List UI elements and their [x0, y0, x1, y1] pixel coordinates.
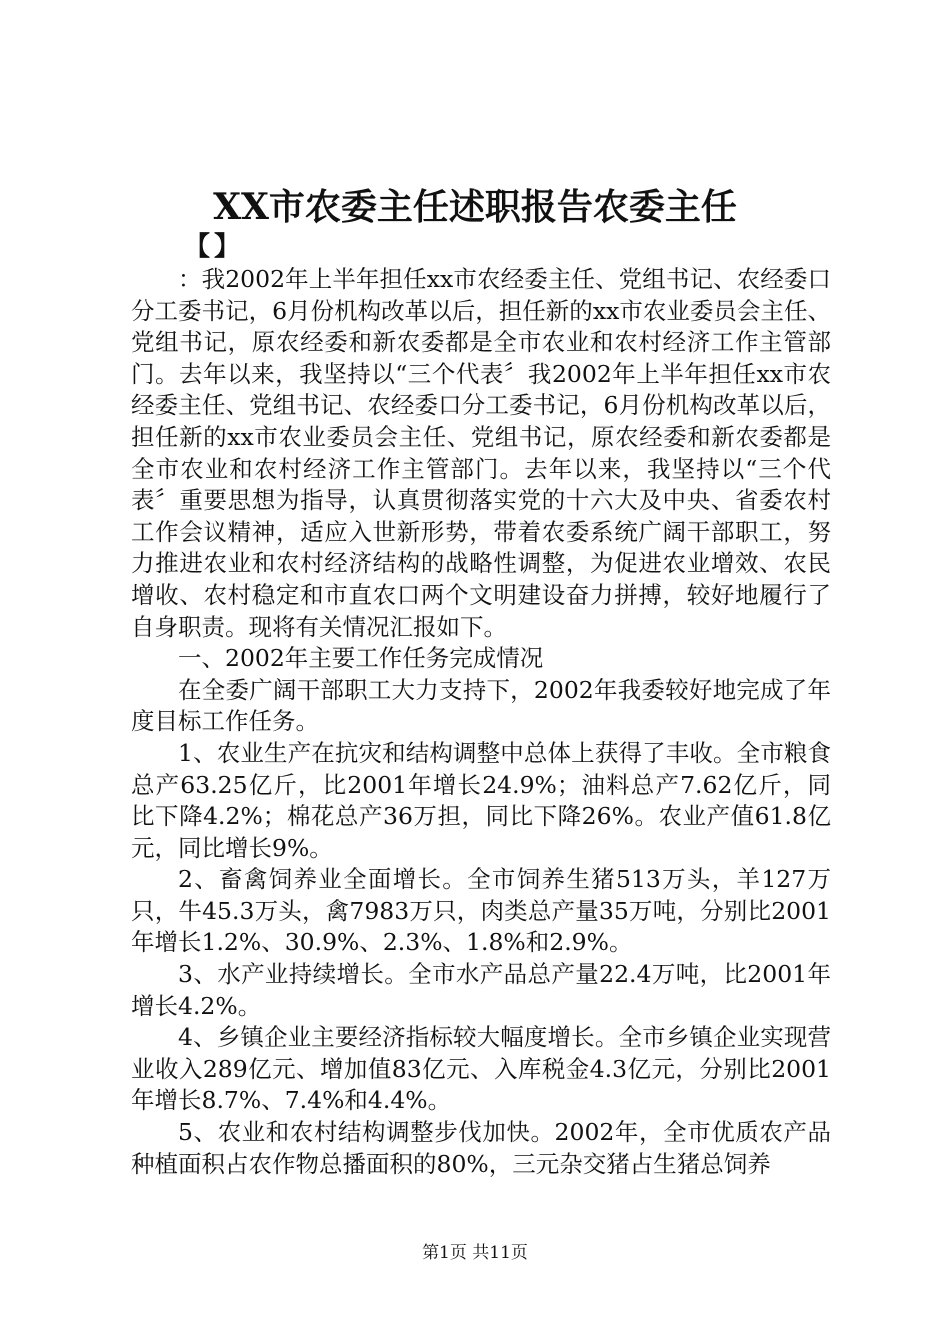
body-paragraph: 3、水产业持续增长。全市水产品总产量22.4万吨，比2001年增长4.2%。 — [131, 960, 831, 1020]
title-bracket: 【】 — [184, 232, 245, 262]
body-paragraph: ：我2002年上半年担任xx市农经委主任、党组书记、农经委口分工委书记，6月份机构改革以后，担任新的xx市农业委员会主任、党组书记，原农经委和新农委都是全市农业和农村经济工作主管部门。去年以来，我坚持以“三个代表〞我2002年上半年担任xx市农经委主任、党组书记、农经委口分工委书记，6月份机构改革以后，担任新的xx市农业委员会主任、党组书记，原农经委和新农委都是全市农业和农村经济工作主管部门。去年以来，我坚持以“三个代表〞重要思想为指导，认真贯彻落实党的十六大及中央、省委农村工作会议精神，适应入世新形势，带着农委系统广阔干部职工，努力推进农业和农村经济结构的战略性调整，为促进农业增效、农民增收、农村稳定和市直农口两个文明建设奋力拼搏，较好地履行了自身职责。现将有关情况汇报如下。 — [131, 265, 831, 641]
body-paragraph: 4、乡镇企业主要经济指标较大幅度增长。全市乡镇企业实现营业收入289亿元、增加值83亿元、入库税金4.3亿元，分别比2001年增长8.7%、7.4%和4.4%。 — [131, 1023, 831, 1115]
body-paragraph: 5、农业和农村结构调整步伐加快。2002年，全市优质农产品种植面积占农作物总播面积的80%，三元杂交猪占生猪总饲养 — [131, 1118, 831, 1178]
body-paragraph: 1、农业生产在抗灾和结构调整中总体上获得了丰收。全市粮食总产63.25亿斤，比2001年增长24.9%；油料总产7.62亿斤，同比下降4.2%；棉花总产36万担，同比下降26%。农业产值61.8亿元，同比增长9%。 — [131, 738, 831, 862]
body-paragraph: 在全委广阔干部职工大力支持下，2002年我委较好地完成了年度目标工作任务。 — [131, 675, 831, 736]
body-paragraph: 2、畜禽饲养业全面增长。全市饲养生猪513万头，羊127万只，牛45.3万头，禽7983万只，肉类总产量35万吨，分别比2001年增长1.2%、30.9%、2.3%、1.8%和2.9%。 — [131, 865, 831, 957]
document-title: XX市农委主任述职报告农委主任 — [213, 186, 737, 228]
section-heading: 一、2002年主要工作任务完成情况 — [178, 644, 544, 673]
page-number-footer: 第1页 共11页 — [422, 1243, 528, 1263]
document-body — [131, 264, 831, 1180]
